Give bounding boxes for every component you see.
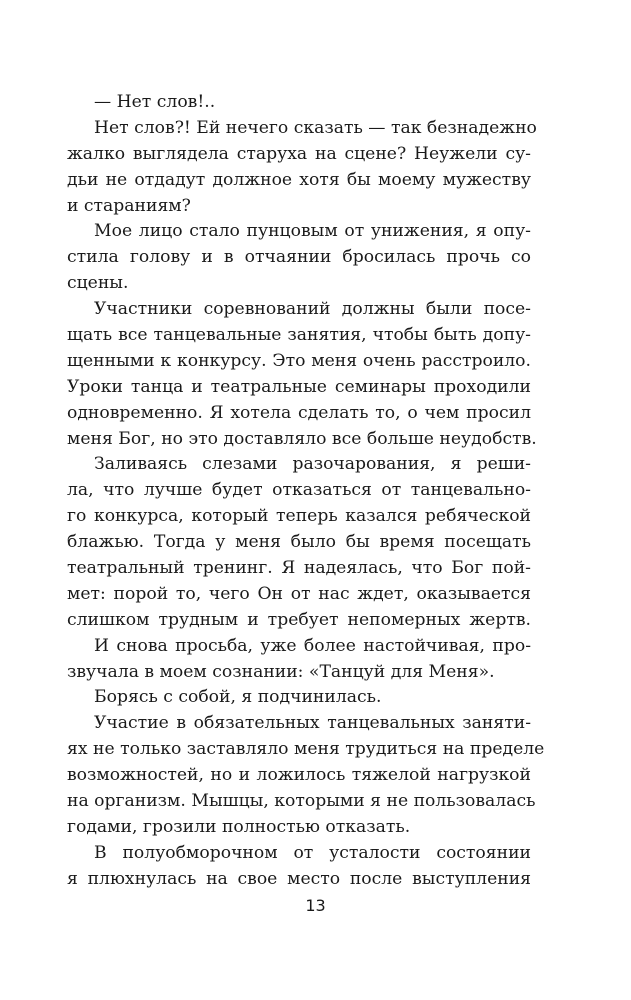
- text-line: ях не только заставляло меня трудиться на пределе: [67, 739, 545, 760]
- text-line: Заливаясь слезами разочарования, я реши-: [94, 454, 531, 475]
- text-line: щать все танцевальные занятия, чтобы быть допу-: [67, 325, 531, 346]
- text-line: стила голову и в отчаянии бросилась прочь со: [67, 247, 531, 268]
- text-line: на организм. Мышцы, которыми я не пользовалась: [67, 791, 536, 812]
- text-line: щенными к конкурсу. Это меня очень расстроило.: [67, 350, 531, 371]
- page-number: 13: [305, 896, 326, 915]
- text-line: дьи не отдадут должное хотя бы моему мужеству: [67, 169, 531, 190]
- page-body: [67, 90, 545, 893]
- text-line: и стараниям?: [67, 195, 191, 216]
- text-line: театральный тренинг. Я надеялась, что Бог пой-: [67, 558, 531, 579]
- text-line: Участие в обязательных танцевальных заняти-: [94, 713, 531, 734]
- text-line: И снова просьба, уже более настойчивая, про-: [94, 635, 531, 656]
- text-line: Борясь с собой, я подчинилась.: [94, 687, 382, 708]
- text-line: возможностей, но и ложилось тяжелой нагрузкой: [67, 765, 531, 786]
- text-line: Участники соревнований должны были посе-: [94, 299, 531, 320]
- text-line: мет: порой то, чего Он от нас ждет, оказывается: [67, 583, 531, 604]
- text-line: сцены.: [67, 273, 129, 294]
- text-line: го конкурса, который теперь казался ребяческой: [67, 506, 531, 527]
- text-line: блажью. Тогда у меня было бы время посещать: [67, 532, 531, 553]
- text-line: жалко выглядела старуха на сцене? Неужели су-: [67, 143, 531, 164]
- text-line: звучала в моем сознании: «Танцуй для Меня».: [67, 661, 495, 682]
- text-line: я плюхнулась на свое место после выступления: [67, 868, 531, 889]
- text-line: годами, грозили полностью отказать.: [67, 816, 411, 837]
- text-line: В полуобморочном от усталости состоянии: [94, 842, 531, 863]
- text-line: одновременно. Я хотела сделать то, о чем просил: [67, 402, 531, 423]
- text-line: ла, что лучше будет отказаться от танцевально-: [67, 480, 531, 501]
- text-line: Мое лицо стало пунцовым от унижения, я опу-: [94, 221, 531, 242]
- text-line: слишком трудным и требует непомерных жертв.: [67, 609, 531, 630]
- text-line: Уроки танца и театральные семинары проходили: [67, 376, 531, 397]
- text-line: Нет слов?! Ей нечего сказать — так безнадежно: [94, 117, 537, 138]
- text-line: меня Бог, но это доставляло все больше неудобств.: [67, 428, 537, 449]
- text-line: — Нет слов!..: [94, 92, 216, 112]
